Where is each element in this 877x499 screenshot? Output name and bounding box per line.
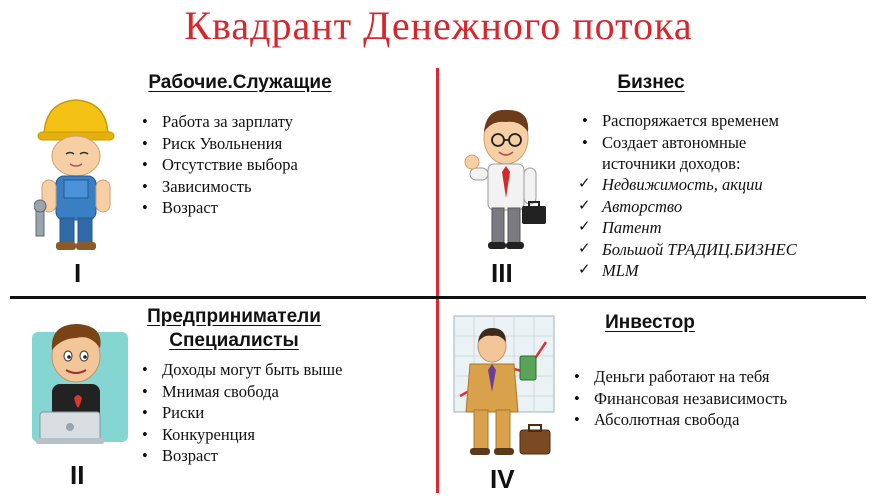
check-item: ✓ Патент [576,217,797,239]
numeral-one: I [74,258,82,288]
page-title: Квадрант Денежного потока [184,3,693,48]
list-item: • Создает автономные [576,132,779,154]
vertical-divider [436,68,439,493]
list-business [576,110,779,175]
check-item: ✓ Большой ТРАДИЦ.БИЗНЕС [576,239,797,261]
list-item: • Риски [136,402,342,424]
numeral-three: III [491,258,513,288]
check-item: ✓ MLM [576,260,797,282]
numeral-two: II [70,460,85,490]
businessman-icon [462,102,552,252]
list-item: • Зависимость [136,176,298,198]
list-item: • Абсолютная свобода [568,409,787,431]
list-workers [136,111,298,219]
list-item: • Доходы могут быть выше [136,359,342,381]
investor-icon [448,312,560,462]
list-item: • Деньги работают на тебя [568,366,787,388]
specialist-icon [28,312,136,452]
quadrant-heading-workers: Рабочие.Служащие [148,72,332,93]
list-item: • Риск Увольнения [136,133,298,155]
check-item: ✓ Авторство [576,196,797,218]
heading-line-2: Специалисты [169,330,299,351]
horizontal-divider [10,296,866,299]
checklist-business [576,174,797,282]
check-item: ✓ Недвижимость, акции [576,174,797,196]
list-item: • Отсутствие выбора [136,154,298,176]
list-item: источники доходов: [602,154,741,173]
list-item: • Финансовая независимость [568,388,787,410]
heading-line-1: Предприниматели [147,306,321,327]
quadrant-heading-investor: Инвестор [605,312,695,333]
list-item: • Распоряжается временем [576,110,779,132]
list-item: • Мнимая свобода [136,381,342,403]
worker-icon [34,94,118,252]
quadrant-heading-specialists [134,306,334,352]
list-item: • Конкуренция [136,424,342,446]
list-item: • Возраст [136,445,342,467]
list-investor [568,366,787,431]
quadrant-heading-business: Бизнес [617,72,685,93]
list-item: • Возраст [136,197,298,219]
numeral-four: IV [490,464,515,494]
list-item: • Работа за зарплату [136,111,298,133]
list-specialists [136,359,342,467]
